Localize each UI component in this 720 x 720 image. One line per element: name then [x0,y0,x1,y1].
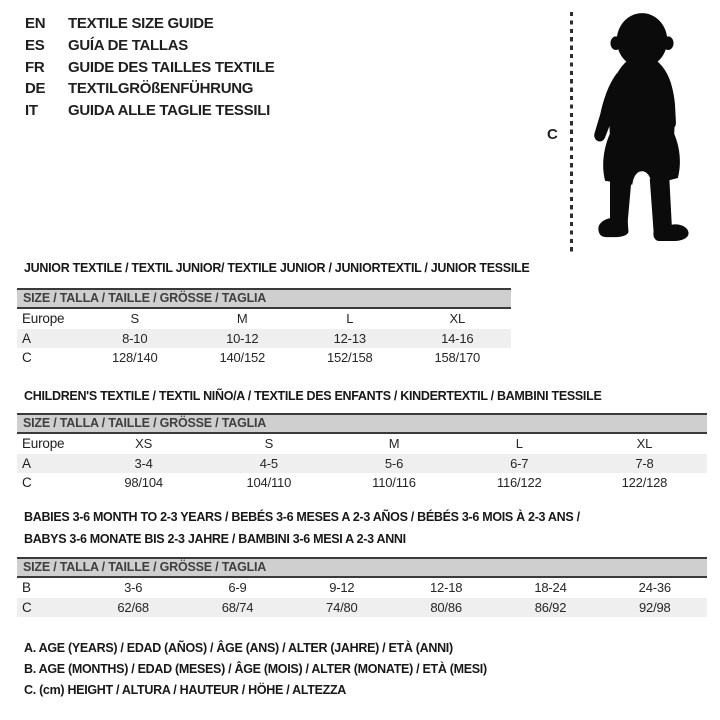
language-row [25,100,274,122]
size-cell: L [515,436,523,451]
guide-title: TEXTILE SIZE GUIDE [68,15,214,32]
size-cell: 3-4 [134,455,153,471]
size-cell: 116/122 [496,475,542,490]
section-heading [24,257,529,279]
section-heading [24,506,580,550]
row-label: B [22,580,31,595]
size-cell: L [346,311,354,326]
row-label: C [22,599,32,615]
table-row [17,578,707,598]
size-cell: 92/98 [639,599,671,615]
size-header-bar: SIZE / TALLA / TAILLE / GRÖSSE / TAGLIA [17,288,511,309]
height-dashed-line [570,12,573,252]
row-label: A [22,455,31,471]
footnote: C. (cm) HEIGHT / ALTURA / HAUTEUR / HÖHE / ALTEZZA [24,683,347,697]
size-cell: M [388,436,400,451]
section-heading-line: BABIES 3-6 MONTH TO 2-3 YEARS / BEBÉS 3-6 MESES A 2-3 AÑOS / BÉBÉS 3-6 MOIS À 2-3 ANS / [24,510,580,524]
table-row [17,454,707,474]
table-row [17,473,707,493]
size-table [17,413,707,493]
language-row [25,78,274,100]
size-cell: XL [636,436,653,451]
height-measure-label: C [547,126,558,143]
language-code: IT [25,102,38,120]
row-label: A [22,330,31,346]
row-label: Europe [22,311,65,326]
row-label: C [22,350,32,365]
footnote: B. AGE (MONTHS) / EDAD (MESES) / ÂGE (MOIS) / ALTER (MONATE) / ETÀ (MESI) [24,662,487,676]
size-cell: 6-7 [510,455,529,471]
size-cell: 14-16 [441,330,474,346]
guide-title: GUIDA ALLE TAGLIE TESSILI [68,102,270,120]
size-cell: 128/140 [111,350,158,365]
size-cell: 122/128 [621,475,668,490]
size-cell: 24-36 [638,580,671,595]
size-cell: 10-12 [226,330,259,346]
language-row [25,57,274,79]
table-row [17,598,707,618]
table-row [17,309,511,329]
language-row [25,35,274,57]
toddler-silhouette-icon [578,9,706,251]
size-cell: 6-9 [228,580,247,595]
size-cell: 3-6 [124,580,143,595]
guide-title: GUÍA DE TALLAS [68,36,188,54]
size-cell: XS [135,436,153,451]
size-cell: 86/92 [534,599,567,615]
size-cell: 140/152 [219,350,266,365]
size-cell: S [130,311,139,326]
size-cell: 7-8 [635,455,654,471]
size-table [17,288,511,368]
section-heading [24,385,601,407]
guide-title: GUIDE DES TAILLES TEXTILE [68,58,275,76]
language-row [25,13,274,35]
language-title-list [25,13,274,122]
size-cell: 9-12 [329,580,355,595]
language-code: DE [25,80,46,98]
size-cell: 74/80 [326,599,358,615]
size-cell: 8-10 [122,330,148,346]
size-cell: 12-18 [430,580,463,595]
size-cell: 4-5 [259,455,278,471]
language-code: ES [25,36,45,54]
table-row [17,434,707,454]
size-header-bar: SIZE / TALLA / TAILLE / GRÖSSE / TAGLIA [17,557,707,578]
size-cell: 110/116 [372,475,416,490]
size-cell: 80/86 [430,599,462,615]
table-row [17,348,511,368]
row-label: Europe [22,436,65,451]
size-cell: XL [449,311,465,326]
size-cell: 104/110 [246,475,292,490]
size-cell: 5-6 [384,455,404,471]
language-code: FR [25,58,45,76]
guide-title: TEXTILGRÖßENFÜHRUNG [68,80,254,98]
size-cell: 98/104 [124,475,163,490]
footnotes [24,638,487,701]
footnote: A. AGE (YEARS) / EDAD (AÑOS) / ÂGE (ANS) / ALTER (JAHRE) / ETÀ (ANNI) [24,641,453,655]
size-cell: 158/170 [434,350,481,365]
size-cell: M [236,311,248,326]
section-heading-line: BABYS 3-6 MONATE BIS 2-3 JAHRE / BAMBINI 3-6 MESI A 2-3 ANNI [24,532,406,546]
size-cell: S [264,436,274,451]
section-heading-line: CHILDREN'S TEXTILE / TEXTIL NIÑO/A / TEXTILE DES ENFANTS / KINDERTEXTIL / BAMBINI TESSILE [24,389,602,403]
size-header-bar: SIZE / TALLA / TAILLE / GRÖSSE / TAGLIA [17,413,707,434]
size-cell: 152/158 [326,350,373,365]
section-heading-line: JUNIOR TEXTILE / TEXTIL JUNIOR/ TEXTILE JUNIOR / JUNIORTEXTIL / JUNIOR TESSILE [24,261,530,275]
row-label: C [22,475,32,490]
size-cell: 62/68 [117,599,149,615]
size-cell: 18-24 [534,580,567,595]
size-table [17,557,707,617]
size-cell: 68/74 [221,599,254,615]
table-row [17,329,511,349]
size-cell: 12-13 [333,330,366,346]
language-code: EN [25,15,46,32]
